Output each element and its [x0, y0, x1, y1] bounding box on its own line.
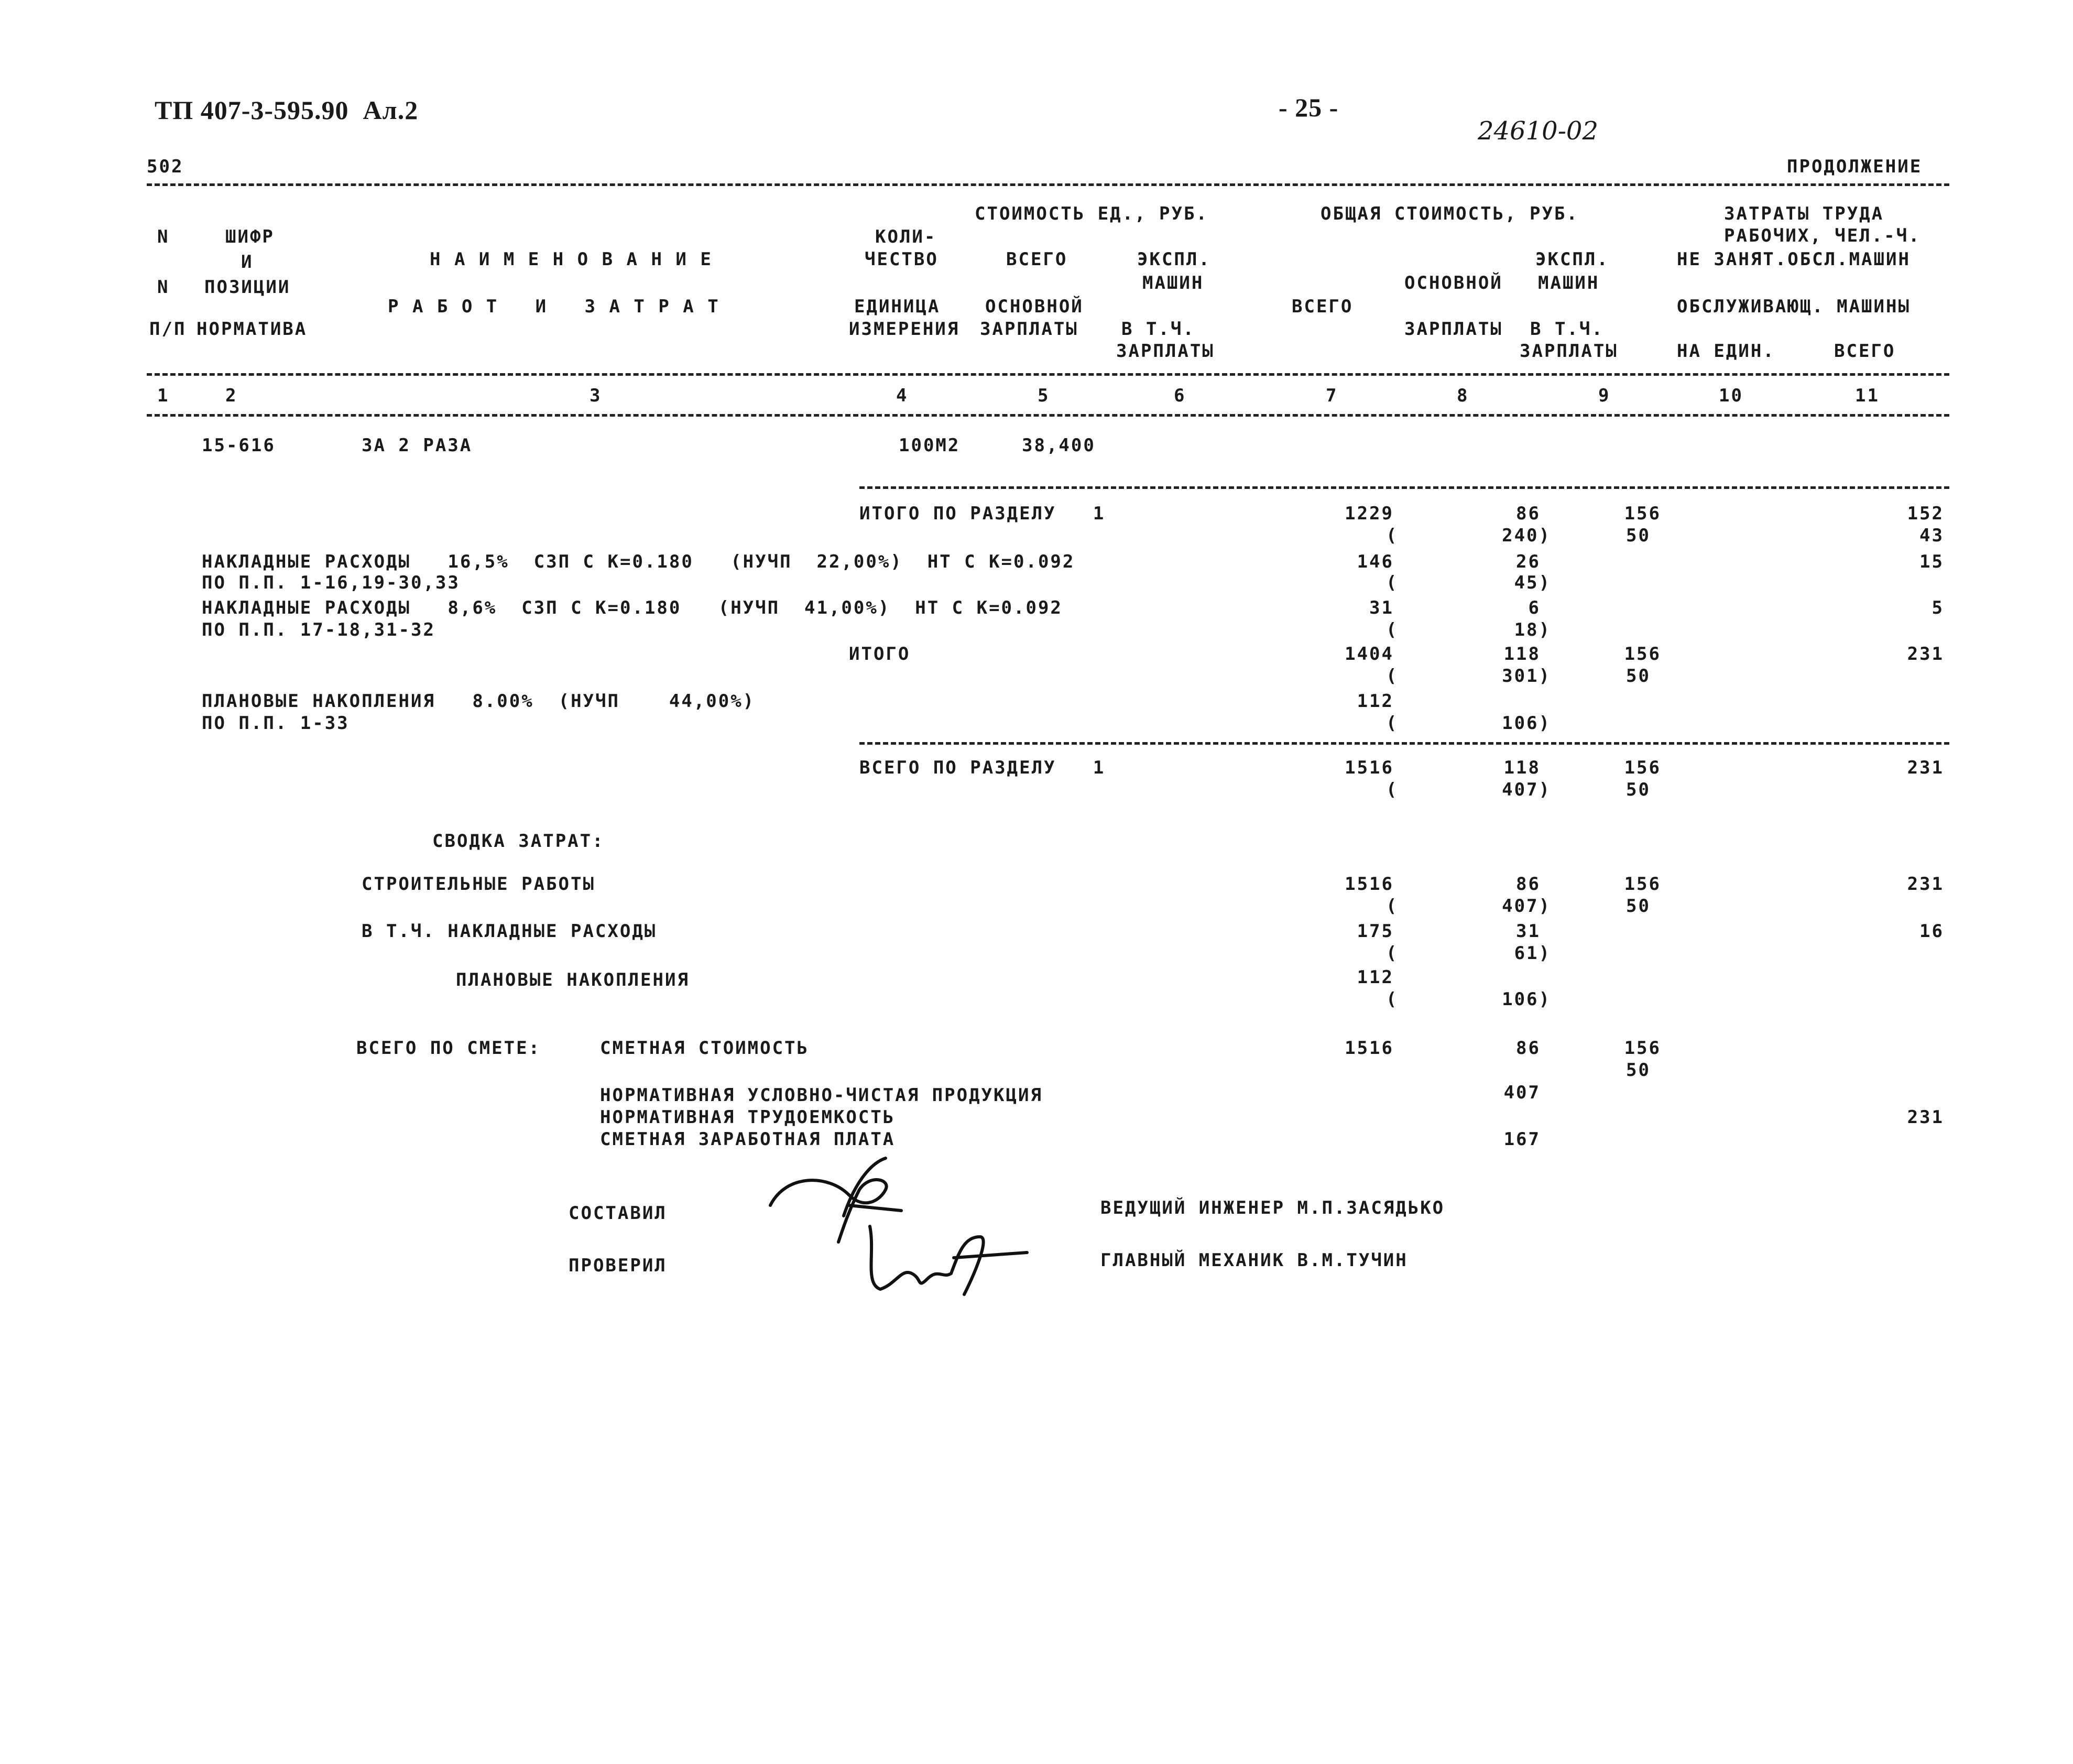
total-machines-label-1: ЭКСПЛ.: [1535, 249, 1609, 270]
overhead-1-wages: 26: [1516, 551, 1541, 572]
itogo-machine-wages: 50: [1626, 666, 1651, 687]
total-machines-label-2: МАШИН: [1538, 273, 1600, 293]
unit-base-wages-label-1: ОСНОВНОЙ: [985, 296, 1084, 317]
checked-by: ГЛАВНЫЙ МЕХАНИК В.М.ТУЧИН: [1100, 1250, 1408, 1271]
header-rule-top: [147, 183, 1949, 186]
unit-incl-wages-label-1: В Т.Ч.: [1121, 319, 1195, 340]
section-total-wages: 86: [1516, 503, 1541, 524]
section-total-label: ИТОГО ПО РАЗДЕЛУ 1: [859, 503, 1106, 524]
col-name-label-1: Н А И М Е Н О В А Н И Е: [430, 249, 713, 270]
overhead-2-wages-paren: 18): [1514, 619, 1551, 640]
col-qty-label-1: КОЛИ-: [875, 226, 937, 247]
paren-open: (: [1386, 619, 1399, 640]
total-base-wages-label-1: ОСНОВНОЙ: [1404, 273, 1503, 293]
row-code: 15-616: [202, 435, 276, 456]
unit-cost-title: СТОИМОСТЬ ЕД., РУБ.: [975, 203, 1208, 224]
overhead-1-labor: 15: [1919, 551, 1944, 572]
overhead-1-total: 146: [1357, 551, 1394, 572]
paren-open: (: [1386, 572, 1399, 593]
compiled-label: СОСТАВИЛ: [569, 1203, 667, 1224]
construction-machine-wages: 50: [1626, 896, 1651, 917]
overhead-summary-label: В Т.Ч. НАКЛАДНЫЕ РАСХОДЫ: [362, 921, 657, 942]
total-all-label: ВСЕГО: [1292, 296, 1354, 317]
paren-open: (: [1386, 666, 1399, 687]
overhead-2-labor: 5: [1932, 597, 1944, 618]
total-incl-wages-label-1: В Т.Ч.: [1530, 319, 1604, 340]
unit-base-wages-label-2: ЗАРПЛАТЫ: [980, 319, 1078, 340]
section-grand-machine-wages: 50: [1626, 779, 1651, 800]
estimate-cost-wages: 86: [1516, 1038, 1541, 1059]
planned-summary-paren: 106): [1502, 989, 1551, 1010]
col-qty-label-2: ЧЕСТВО: [865, 249, 939, 270]
overhead-2-items: ПО П.П. 17-18,31-32: [202, 619, 435, 640]
col-code-label-4: НОРМАТИВА: [197, 319, 308, 340]
labor-intensity-label: НОРМАТИВНАЯ ТРУДОЕМКОСТЬ: [600, 1107, 896, 1128]
column-number: 3: [590, 385, 602, 406]
col-n-label-2: N: [157, 277, 170, 298]
continuation-label: ПРОДОЛЖЕНИЕ: [1787, 156, 1923, 177]
planned-wages-paren: 106): [1502, 713, 1551, 734]
overhead-2-total: 31: [1369, 597, 1394, 618]
labor-per-unit-label: НА ЕДИН.: [1677, 341, 1775, 362]
section-total-labor-2: 43: [1919, 525, 1944, 546]
handwritten-number: 24610-02: [1478, 116, 1598, 146]
labor-total-label: ВСЕГО: [1834, 341, 1896, 362]
column-number: 7: [1326, 385, 1338, 406]
page-number: - 25 -: [1279, 93, 1339, 122]
planned-summary-label: ПЛАНОВЫЕ НАКОПЛЕНИЯ: [456, 970, 690, 990]
total-base-wages-label-2: ЗАРПЛАТЫ: [1404, 319, 1503, 340]
paren-open: (: [1386, 943, 1399, 964]
estimate-label: ВСЕГО ПО СМЕТЕ:: [356, 1038, 541, 1059]
net-product-label: НОРМАТИВНАЯ УСЛОВНО-ЧИСТАЯ ПРОДУКЦИЯ: [600, 1085, 1043, 1106]
col-n-label: N: [157, 226, 170, 247]
estimate-cost-total: 1516: [1345, 1038, 1394, 1059]
column-number: 10: [1719, 385, 1743, 406]
section-total-machines: 156: [1624, 503, 1661, 524]
paren-open: (: [1386, 779, 1399, 800]
row-name: ЗА 2 РАЗА: [362, 435, 473, 456]
section-grand-machines: 156: [1624, 757, 1661, 778]
col-qty-label-3: ЕДИНИЦА: [854, 296, 941, 317]
itogo-wages-paren: 301): [1502, 666, 1551, 687]
section-rule: [859, 742, 1949, 745]
planned-items: ПО П.П. 1-33: [202, 713, 350, 734]
section-grand-wages-paren: 407): [1502, 779, 1551, 800]
labor-title-3: НЕ ЗАНЯТ.ОБСЛ.МАШИН: [1677, 249, 1911, 270]
row-unit: 100М2: [899, 435, 961, 456]
estimate-cost-machine-wages: 50: [1626, 1060, 1651, 1081]
header-rule-mid: [147, 373, 1949, 376]
itogo-total: 1404: [1345, 644, 1394, 665]
col-code-label-3: ПОЗИЦИИ: [204, 277, 291, 298]
column-number: 8: [1457, 385, 1469, 406]
itogo-wages: 118: [1503, 644, 1541, 665]
paren-open: (: [1386, 713, 1399, 734]
document-code: ТП 407-3-595.90 Ал.2: [155, 95, 419, 125]
col-pp-label: П/П: [149, 319, 187, 340]
planned-description: ПЛАНОВЫЕ НАКОПЛЕНИЯ 8.00% (НУЧП 44,00%): [202, 691, 756, 712]
signature-checker-icon: [859, 1221, 1038, 1300]
total-incl-wages-label-2: ЗАРПЛАТЫ: [1520, 341, 1618, 362]
overhead-summary-wages: 31: [1516, 921, 1541, 942]
wage-fund-label: СМЕТНАЯ ЗАРАБОТНАЯ ПЛАТА: [600, 1129, 896, 1150]
section-grand-labor: 231: [1907, 757, 1944, 778]
construction-machines: 156: [1624, 874, 1661, 895]
labor-intensity-value: 231: [1907, 1107, 1944, 1128]
overhead-summary-paren: 61): [1514, 943, 1551, 964]
column-number: 11: [1855, 385, 1880, 406]
construction-paren: 407): [1502, 896, 1551, 917]
section-total-labor: 152: [1907, 503, 1944, 524]
overhead-2-wages: 6: [1528, 597, 1541, 618]
header-rule-bottom: [147, 414, 1949, 417]
col-qty-label-4: ИЗМЕРЕНИЯ: [849, 319, 960, 340]
column-number: 9: [1598, 385, 1611, 406]
paren-open: (: [1386, 989, 1399, 1010]
construction-label: СТРОИТЕЛЬНЫЕ РАБОТЫ: [362, 874, 595, 895]
construction-total: 1516: [1345, 874, 1394, 895]
checked-label: ПРОВЕРИЛ: [569, 1255, 667, 1276]
column-number: 1: [157, 385, 170, 406]
section-total-machine-wages: 50: [1626, 525, 1651, 546]
labor-serving-label: ОБСЛУЖИВАЮЩ. МАШИНЫ: [1677, 296, 1911, 317]
estimate-cost-machines: 156: [1624, 1038, 1661, 1059]
wage-fund-value: 167: [1503, 1129, 1541, 1150]
overhead-summary-total: 175: [1357, 921, 1394, 942]
column-number: 4: [896, 385, 909, 406]
unit-machines-label-1: ЭКСПЛ.: [1137, 249, 1211, 270]
summary-title: СВОДКА ЗАТРАТ:: [432, 831, 605, 852]
col-name-label-2: Р А Б О Т И З А Т Р А Т: [388, 296, 720, 317]
overhead-2-description: НАКЛАДНЫЕ РАСХОДЫ 8,6% СЗП С К=0.180 (НУЧП 41,00%) НТ С К=0.092: [202, 597, 1063, 618]
overhead-summary-labor: 16: [1919, 921, 1944, 942]
total-cost-title: ОБЩАЯ СТОИМОСТЬ, РУБ.: [1321, 203, 1579, 224]
planned-total: 112: [1357, 691, 1394, 712]
section-grand-wages: 118: [1503, 757, 1541, 778]
col-code-label-2: И: [241, 252, 254, 273]
column-number: 2: [225, 385, 238, 406]
unit-total-label: ВСЕГО: [1006, 249, 1068, 270]
unit-machines-label-2: МАШИН: [1142, 273, 1204, 293]
construction-wages: 86: [1516, 874, 1541, 895]
unit-incl-wages-label-2: ЗАРПЛАТЫ: [1116, 341, 1215, 362]
column-number: 5: [1038, 385, 1050, 406]
labor-title-1: ЗАТРАТЫ ТРУДА: [1724, 203, 1884, 224]
overhead-1-items: ПО П.П. 1-16,19-30,33: [202, 572, 460, 593]
section-grand-total: 1516: [1345, 757, 1394, 778]
planned-summary-total: 112: [1357, 967, 1394, 988]
section-total-wages-paren: 240): [1502, 525, 1551, 546]
row-qty: 38,400: [1022, 435, 1096, 456]
section-grand-label: ВСЕГО ПО РАЗДЕЛУ 1: [859, 757, 1106, 778]
paren-open: (: [1386, 896, 1399, 917]
construction-labor: 231: [1907, 874, 1944, 895]
itogo-labor: 231: [1907, 644, 1944, 665]
estimate-cost-label: СМЕТНАЯ СТОИМОСТЬ: [600, 1038, 809, 1059]
section-total-value: 1229: [1345, 503, 1394, 524]
overhead-1-wages-paren: 45): [1514, 572, 1551, 593]
overhead-1-description: НАКЛАДНЫЕ РАСХОДЫ 16,5% СЗП С К=0.180 (НУЧП 22,00%) НТ С К=0.092: [202, 551, 1075, 572]
col-code-label-1: ШИФР: [225, 226, 275, 247]
compiled-by: ВЕДУЩИЙ ИНЖЕНЕР М.П.ЗАСЯДЬКО: [1100, 1197, 1445, 1218]
net-product-value: 407: [1503, 1082, 1541, 1103]
column-number: 6: [1174, 385, 1186, 406]
itogo-machines: 156: [1624, 644, 1661, 665]
itogo-label: ИТОГО: [849, 644, 911, 665]
section-rule: [859, 486, 1949, 489]
paren-open: (: [1386, 525, 1399, 546]
sheet-code: 502: [147, 156, 184, 177]
labor-title-2: РАБОЧИХ, ЧЕЛ.-Ч.: [1724, 225, 1921, 246]
